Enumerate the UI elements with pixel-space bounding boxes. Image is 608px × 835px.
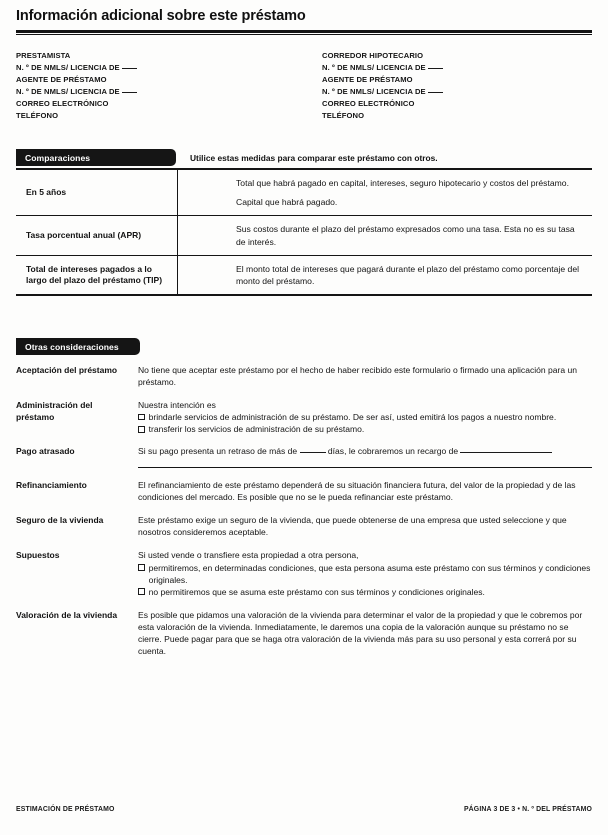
days-blank-field[interactable] bbox=[300, 452, 326, 453]
lender-line bbox=[16, 62, 304, 74]
lender-line-label: TELÉFONO bbox=[16, 110, 59, 120]
comparison-row-description bbox=[178, 256, 592, 294]
late-payment-text bbox=[138, 445, 592, 457]
otras-consideraciones-header bbox=[16, 338, 140, 355]
consideration-row bbox=[16, 445, 592, 467]
checkbox-option-label: transferir los servicios de administración de su préstamo. bbox=[148, 424, 365, 435]
consideration-row bbox=[16, 364, 592, 399]
consideration-lead-text: Si usted vende o transfiere esta propiedad a otra persona, bbox=[138, 550, 359, 561]
comparaciones-intro: Utilice estas medidas para comparar este préstamo con otros. bbox=[190, 153, 438, 163]
blank-fill-line[interactable] bbox=[428, 92, 443, 93]
lender-line-label: N. º DE NMLS/ LICENCIA DE bbox=[16, 86, 120, 96]
blank-fill-line[interactable] bbox=[122, 92, 137, 93]
broker-line bbox=[322, 74, 592, 86]
otras-consideraciones-list bbox=[16, 364, 592, 657]
lender-line bbox=[16, 74, 304, 86]
broker-line-label: N. º DE NMLS/ LICENCIA DE bbox=[322, 62, 426, 72]
lender-line-label: N. º DE NMLS/ LICENCIA DE bbox=[16, 62, 120, 72]
comparaciones-table bbox=[16, 168, 592, 296]
broker-line-label: TELÉFONO bbox=[322, 110, 365, 120]
lender-line bbox=[16, 86, 304, 98]
comparison-paragraph: El monto total de intereses que pagará durante el plazo del préstamo como porcentaje del monto del préstamo. bbox=[236, 263, 580, 287]
checkbox-icon[interactable] bbox=[138, 564, 145, 571]
consideration-row bbox=[16, 468, 592, 514]
consideration-row bbox=[16, 549, 592, 608]
checkbox-icon[interactable] bbox=[138, 414, 145, 421]
consideration-body bbox=[138, 399, 592, 435]
page-title: Información adicional sobre este préstamo bbox=[16, 8, 306, 24]
comparaciones-header bbox=[16, 149, 176, 166]
broker-column bbox=[304, 50, 592, 121]
comparison-paragraph: Total que habrá pagado en capital, intereses, seguro hipotecario y costos del préstamo. bbox=[236, 178, 569, 188]
late-payment-text-middle: días, le cobraremos un recargo de bbox=[327, 446, 459, 457]
broker-line-label: N. º DE NMLS/ LICENCIA DE bbox=[322, 86, 426, 96]
table-row bbox=[16, 216, 592, 255]
consideration-label: Administración del préstamo bbox=[16, 400, 93, 422]
consideration-label: Pago atrasado bbox=[16, 446, 75, 457]
blank-fill-line[interactable] bbox=[428, 68, 443, 69]
consideration-text: Es posible que pidamos una valoración de la vivienda para determinar el valor de la propiedad y que le cobremos por esta valoración de la vivienda. Inmediatamente, le daremos una copia de la valoración aunque su préstamo no se cierre. Puede pagar para que se haga otra valoración de la vivienda más para su uso personal y esta correrá por su cuenta. bbox=[138, 609, 583, 657]
consideration-body bbox=[138, 364, 592, 388]
consideration-row bbox=[16, 514, 592, 549]
checkbox-option-label: no permitiremos que se asuma este préstamo con sus términos y condiciones originales. bbox=[148, 586, 485, 597]
checkbox-option[interactable] bbox=[138, 586, 592, 598]
fee-blank-field[interactable] bbox=[460, 452, 552, 453]
blank-fill-line[interactable] bbox=[122, 68, 137, 69]
comparison-paragraph: Capital que habrá pagado. bbox=[236, 197, 338, 208]
broker-line bbox=[322, 86, 592, 98]
checkbox-option-label: brindarle servicios de administración de su préstamo. De ser así, usted emitirá los pagos a nuestro nombre. bbox=[148, 412, 557, 423]
comparison-row-label: En 5 años bbox=[16, 170, 178, 215]
consideration-text: No tiene que aceptar este préstamo por el hecho de haber recibido este formulario o firmado una aplicación para un préstamo. bbox=[138, 365, 578, 388]
lender-line bbox=[16, 110, 304, 122]
lender-line-label: CORREO ELECTRÓNICO bbox=[16, 98, 109, 108]
title-rule bbox=[16, 30, 592, 33]
late-payment-text-before: Si su pago presenta un retraso de más de bbox=[138, 446, 298, 457]
checkbox-option[interactable] bbox=[138, 562, 592, 586]
lender-line bbox=[16, 98, 304, 110]
consideration-text: El refinanciamiento de este préstamo dependerá de su situación financiera futura, del valor de la propiedad y de las condiciones del mercado. Es posible que no se le pueda refinanciar este préstamo. bbox=[138, 480, 576, 503]
consideration-body bbox=[138, 549, 592, 597]
lender-line-label: PRESTAMISTA bbox=[16, 51, 71, 60]
consideration-row bbox=[16, 399, 592, 445]
checkbox-icon[interactable] bbox=[138, 588, 145, 595]
title-rule-thin bbox=[16, 34, 592, 35]
page-footer bbox=[16, 806, 592, 813]
contact-columns bbox=[16, 50, 592, 121]
broker-line-label: CORREDOR HIPOTECARIO bbox=[322, 51, 424, 60]
comparison-row-label: Total de intereses pagados a lo largo del plazo del préstamo (TIP) bbox=[16, 256, 178, 294]
consideration-label: Aceptación del préstamo bbox=[16, 365, 118, 375]
footer-right-text: PÁGINA 3 DE 3 • N. º DEL PRÉSTAMO bbox=[463, 806, 592, 813]
comparaciones-header-label: Comparaciones bbox=[25, 152, 91, 163]
consideration-body bbox=[138, 609, 592, 657]
consideration-label: Seguro de la vivienda bbox=[16, 515, 104, 526]
consideration-body bbox=[138, 514, 592, 538]
broker-line-label: AGENTE DE PRÉSTAMO bbox=[322, 74, 413, 84]
consideration-lead-text: Nuestra intención es bbox=[138, 400, 216, 411]
comparison-row-label: Tasa porcentual anual (APR) bbox=[16, 216, 178, 254]
comparison-row-description bbox=[178, 170, 592, 215]
consideration-row bbox=[16, 609, 592, 657]
otras-consideraciones-header-label: Otras consideraciones bbox=[25, 341, 119, 352]
lender-column bbox=[16, 50, 304, 121]
consideration-label: Supuestos bbox=[16, 550, 60, 561]
lender-line-label: AGENTE DE PRÉSTAMO bbox=[16, 74, 107, 84]
checkbox-option-label: permitiremos, en determinadas condiciones, que esta persona asuma este préstamo con sus términos y condiciones originales. bbox=[148, 562, 591, 585]
comparison-paragraph: Sus costos durante el plazo del préstamo expresados como una tasa. Esta no es su tasa de interés. bbox=[236, 224, 575, 247]
checkbox-option[interactable] bbox=[138, 411, 592, 423]
comparison-row-description bbox=[178, 216, 592, 254]
checkbox-icon[interactable] bbox=[138, 426, 145, 433]
broker-line bbox=[322, 50, 592, 62]
lender-line bbox=[16, 50, 304, 62]
broker-line bbox=[322, 62, 592, 74]
consideration-label: Refinanciamiento bbox=[16, 480, 87, 491]
consideration-label: Valoración de la vivienda bbox=[16, 609, 118, 620]
broker-line bbox=[322, 98, 592, 110]
footer-left-text: ESTIMACIÓN DE PRÉSTAMO bbox=[16, 806, 115, 813]
table-row bbox=[16, 170, 592, 216]
broker-line bbox=[322, 110, 592, 122]
checkbox-option[interactable] bbox=[138, 423, 592, 435]
consideration-body bbox=[138, 445, 592, 458]
consideration-body bbox=[138, 479, 592, 503]
table-row bbox=[16, 256, 592, 294]
broker-line-label: CORREO ELECTRÓNICO bbox=[322, 98, 415, 108]
consideration-text: Este préstamo exige un seguro de la vivienda, que puede obtenerse de una empresa que usted seleccione y que nosotros consideremos aceptable. bbox=[138, 515, 567, 538]
